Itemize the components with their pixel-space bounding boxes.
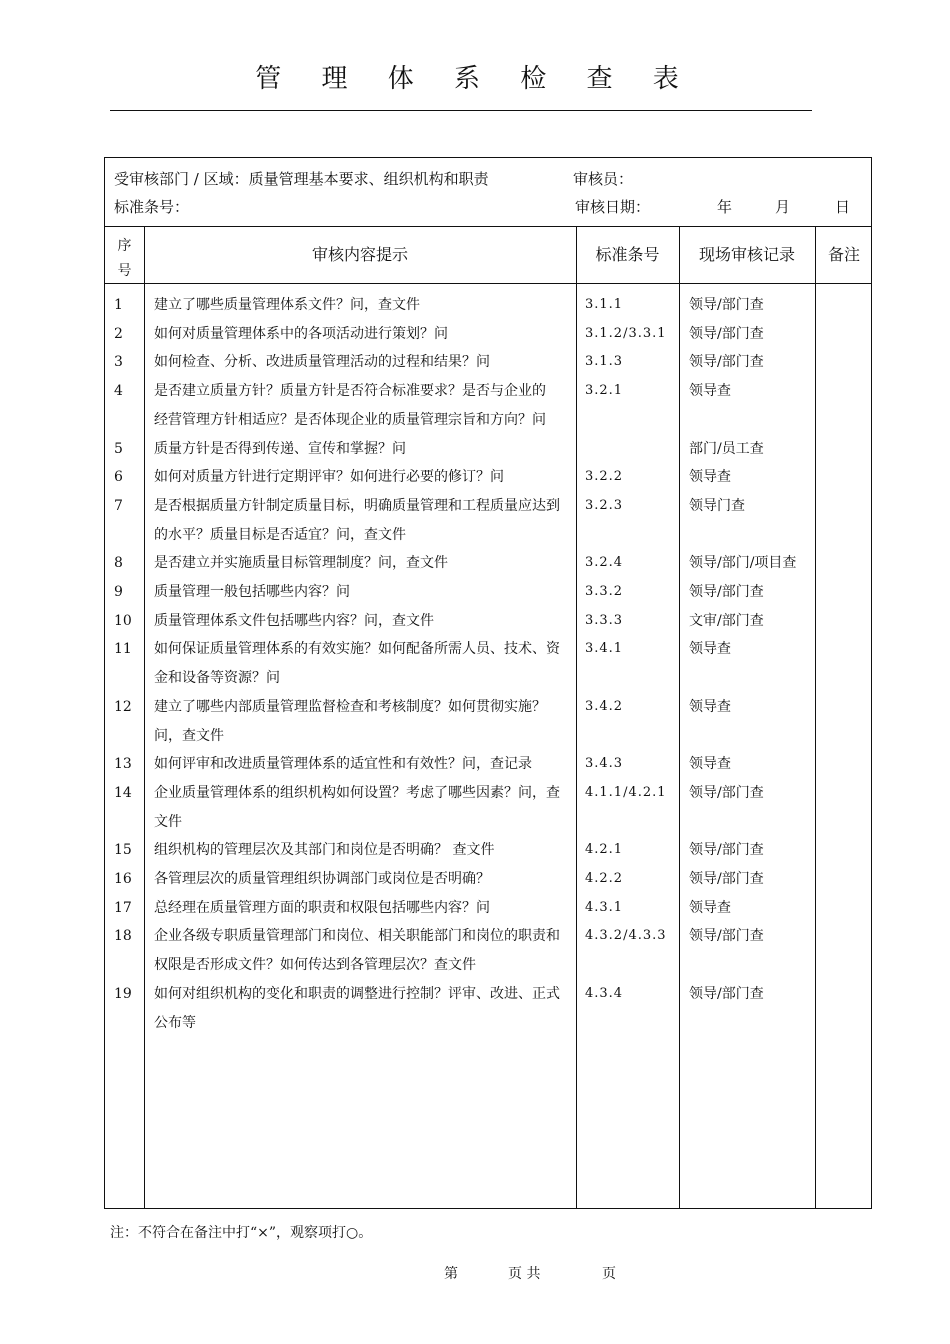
audit-prompt-line: 质量方针是否得到传递、宣传和掌握？问 — [154, 440, 406, 457]
header-remark: 备注 — [827, 245, 860, 264]
audit-prompt-line: 金和设备等资源？问 — [154, 670, 280, 687]
audit-prompt — [154, 750, 572, 779]
audit-prompt-line: 如何对质量管理体系中的各项活动进行策划？问 — [154, 325, 448, 342]
row-number: 1 — [114, 297, 123, 313]
row-number: 19 — [114, 985, 132, 1002]
audit-record: 领导/部门查 — [689, 842, 764, 859]
table-row — [105, 750, 871, 779]
standard-clause: 4.1.1/4.2.1 — [585, 784, 667, 800]
standard-clause: 3.2.3 — [585, 497, 624, 513]
header-record: 现场审核记录 — [698, 245, 795, 264]
standard-clause: 3.4.3 — [585, 756, 624, 772]
audit-record: 领导/部门查 — [689, 871, 764, 887]
auditor-label: 审核员： — [573, 170, 634, 188]
audit-prompt-line: 企业质量管理体系的组织机构如何设置？考虑了哪些因素？问，查 — [154, 784, 560, 801]
audit-prompt-line: 建立了哪些内部质量管理监督检查和考核制度？如何贯彻实施？ — [154, 698, 546, 715]
standard-clause: 3.2.2 — [585, 469, 624, 485]
audit-record: 领导门查 — [689, 497, 745, 514]
standard-clause: 4.2.1 — [585, 842, 624, 858]
audit-prompt — [154, 435, 572, 464]
audit-record: 文审/部门查 — [689, 612, 764, 629]
audit-record: 领导/部门查 — [689, 325, 764, 342]
audit-prompt — [154, 922, 572, 979]
audit-prompt-line: 如何保证质量管理体系的有效实施？如何配备所需人员、技术、资 — [154, 641, 560, 658]
table-row — [105, 348, 871, 377]
audit-prompt — [154, 377, 572, 434]
audit-record: 领导查 — [689, 469, 731, 486]
audit-prompt — [154, 865, 572, 894]
table-row — [105, 693, 871, 750]
standard-clause-label: 标准条号： — [114, 198, 190, 216]
row-number: 16 — [114, 871, 132, 887]
audit-prompt-line: 经营管理方针相适应？是否体现企业的质量管理宗旨和方向？问 — [154, 411, 546, 428]
standard-clause: 3.4.1 — [585, 641, 624, 657]
table-row — [105, 779, 871, 836]
audit-prompt-line: 权限是否形成文件？如何传达到各管理层次？查文件 — [154, 957, 476, 974]
row-number: 5 — [114, 440, 123, 457]
audit-record: 领导/部门查 — [689, 297, 764, 313]
audit-prompt — [154, 607, 572, 636]
row-number: 15 — [114, 842, 132, 859]
audit-prompt — [154, 980, 572, 1037]
audit-prompt-line: 问，查文件 — [154, 727, 224, 744]
audit-record: 领导查 — [689, 383, 731, 400]
audit-prompt — [154, 320, 572, 349]
audit-prompt-line: 总经理在质量管理方面的职责和权限包括哪些内容？问 — [154, 899, 490, 916]
table-row — [105, 549, 871, 578]
row-number: 9 — [114, 584, 123, 600]
standard-clause: 3.2.4 — [585, 555, 624, 571]
row-number: 17 — [114, 899, 132, 916]
table-row — [105, 894, 871, 923]
title-underline — [110, 110, 812, 111]
table-row — [105, 635, 871, 692]
audit-prompt-line: 质量管理一般包括哪些内容？问 — [154, 584, 350, 600]
audit-record: 领导查 — [689, 698, 731, 715]
audit-prompt — [154, 578, 572, 607]
row-number: 8 — [114, 555, 123, 572]
standard-clause: 3.1.1 — [585, 297, 624, 312]
row-number: 3 — [114, 354, 123, 371]
table-row — [105, 320, 871, 349]
audit-prompt-line: 如何对质量方针进行定期评审？如何进行必要的修订？问 — [154, 469, 504, 486]
table-row — [105, 435, 871, 464]
footer-of-label: 页 共 — [508, 1266, 541, 1282]
audit-prompt-line: 企业各级专职质量管理部门和岗位、相关职能部门和岗位的职责和 — [154, 928, 560, 945]
audit-record: 部门/员工查 — [689, 440, 764, 457]
audit-prompt — [154, 693, 572, 750]
standard-clause: 3.4.2 — [585, 698, 624, 714]
row-number: 11 — [114, 641, 132, 658]
audit-prompt — [154, 779, 572, 836]
audit-prompt-line: 建立了哪些质量管理体系文件？问，查文件 — [154, 297, 420, 313]
row-number: 12 — [114, 698, 132, 715]
audit-prompt-line: 如何检查、分析、改进质量管理活动的过程和结果？问 — [154, 354, 490, 371]
audit-prompt — [154, 635, 572, 692]
table-row — [105, 922, 871, 979]
audit-record: 领导查 — [689, 899, 731, 916]
audit-record: 领导/部门查 — [689, 928, 764, 945]
footer-page-label: 第 — [444, 1266, 458, 1282]
standard-clause: 3.1.3 — [585, 354, 624, 370]
header-bottom-rule — [105, 283, 871, 284]
audit-prompt — [154, 348, 572, 377]
audit-prompt-line: 文件 — [154, 813, 182, 830]
standard-clause: 3.3.2 — [585, 584, 624, 599]
checklist-table — [104, 157, 872, 1209]
audit-record: 领导/部门查 — [689, 354, 764, 371]
audit-date-year: 年 — [717, 198, 733, 216]
audit-record: 领导/部门查 — [689, 985, 764, 1002]
audit-record: 领导查 — [689, 641, 731, 658]
standard-clause: 4.3.1 — [585, 899, 624, 915]
audit-prompt — [154, 894, 572, 923]
table-row — [105, 865, 871, 894]
audit-record: 领导查 — [689, 756, 731, 773]
audit-prompt-line: 的水平？质量目标是否适宜？问，查文件 — [154, 526, 406, 543]
standard-clause: 4.2.2 — [585, 871, 624, 886]
footer-pages-label: 页 — [602, 1266, 616, 1282]
table-row — [105, 980, 871, 1037]
standard-clause: 3.1.2/3.3.1 — [585, 325, 667, 341]
audit-prompt — [154, 492, 572, 549]
table-row — [105, 492, 871, 549]
audit-date-label: 审核日期： — [575, 198, 651, 216]
audit-prompt — [154, 549, 572, 578]
table-row — [105, 578, 871, 607]
table-row — [105, 377, 871, 434]
footnote: 注：不符合在备注中打“×”，观察项打○。 — [110, 1225, 373, 1241]
table-row — [105, 463, 871, 492]
audit-prompt-line: 是否根据质量方针制定质量目标，明确质量管理和工程质量应达到 — [154, 497, 560, 514]
row-number: 14 — [114, 784, 132, 801]
table-row — [105, 836, 871, 865]
row-number: 13 — [114, 756, 132, 773]
row-number: 10 — [114, 612, 132, 629]
audit-prompt-line: 如何评审和改进质量管理体系的适宜性和有效性？问，查记录 — [154, 756, 532, 773]
document-title: 管 理 体 系 检 查 表 — [255, 64, 695, 94]
audited-department-label: 受审核部门 / 区域：质量管理基本要求、组织机构和职责 — [114, 170, 489, 188]
audit-prompt-line: 是否建立质量方针？质量方针是否符合标准要求？是否与企业的 — [154, 383, 546, 400]
standard-clause: 4.3.4 — [585, 985, 624, 1001]
audit-record: 领导/部门查 — [689, 784, 764, 801]
standard-clause: 4.3.2/4.3.3 — [585, 928, 667, 944]
audit-prompt-line: 组织机构的管理层次及其部门和岗位是否明确？ 查文件 — [154, 842, 495, 859]
table-row — [105, 607, 871, 636]
audit-date-month: 月 — [775, 198, 791, 216]
audit-prompt-line: 质量管理体系文件包括哪些内容？问，查文件 — [154, 612, 434, 629]
audit-prompt-line: 各管理层次的质量管理组织协调部门或岗位是否明确？ — [154, 871, 490, 887]
row-number: 7 — [114, 497, 123, 514]
header-content: 审核内容提示 — [311, 245, 408, 264]
row-number: 4 — [114, 383, 123, 400]
audit-prompt — [154, 463, 572, 492]
standard-clause: 3.3.3 — [585, 612, 624, 628]
standard-clause: 3.2.1 — [585, 383, 624, 399]
audit-prompt-line: 是否建立并实施质量目标管理制度？问，查文件 — [154, 555, 448, 572]
audit-prompt-line: 如何对组织机构的变化和职责的调整进行控制？评审、改进、正式 — [154, 985, 560, 1002]
audit-prompt-line: 公布等 — [154, 1014, 196, 1031]
table-row — [105, 291, 871, 320]
row-number: 18 — [114, 928, 132, 945]
audit-prompt — [154, 836, 572, 865]
audit-record: 领导/部门/项目查 — [689, 555, 797, 572]
row-number: 2 — [114, 325, 123, 342]
header-no-top: 序 — [117, 238, 132, 254]
audit-date-day: 日 — [835, 198, 851, 216]
header-no-bottom: 号 — [117, 263, 132, 279]
audit-record: 领导/部门查 — [689, 584, 764, 600]
header-clause: 标准条号 — [595, 245, 660, 264]
header-top-rule — [105, 226, 871, 227]
audit-prompt — [154, 291, 572, 320]
row-number: 6 — [114, 469, 123, 486]
